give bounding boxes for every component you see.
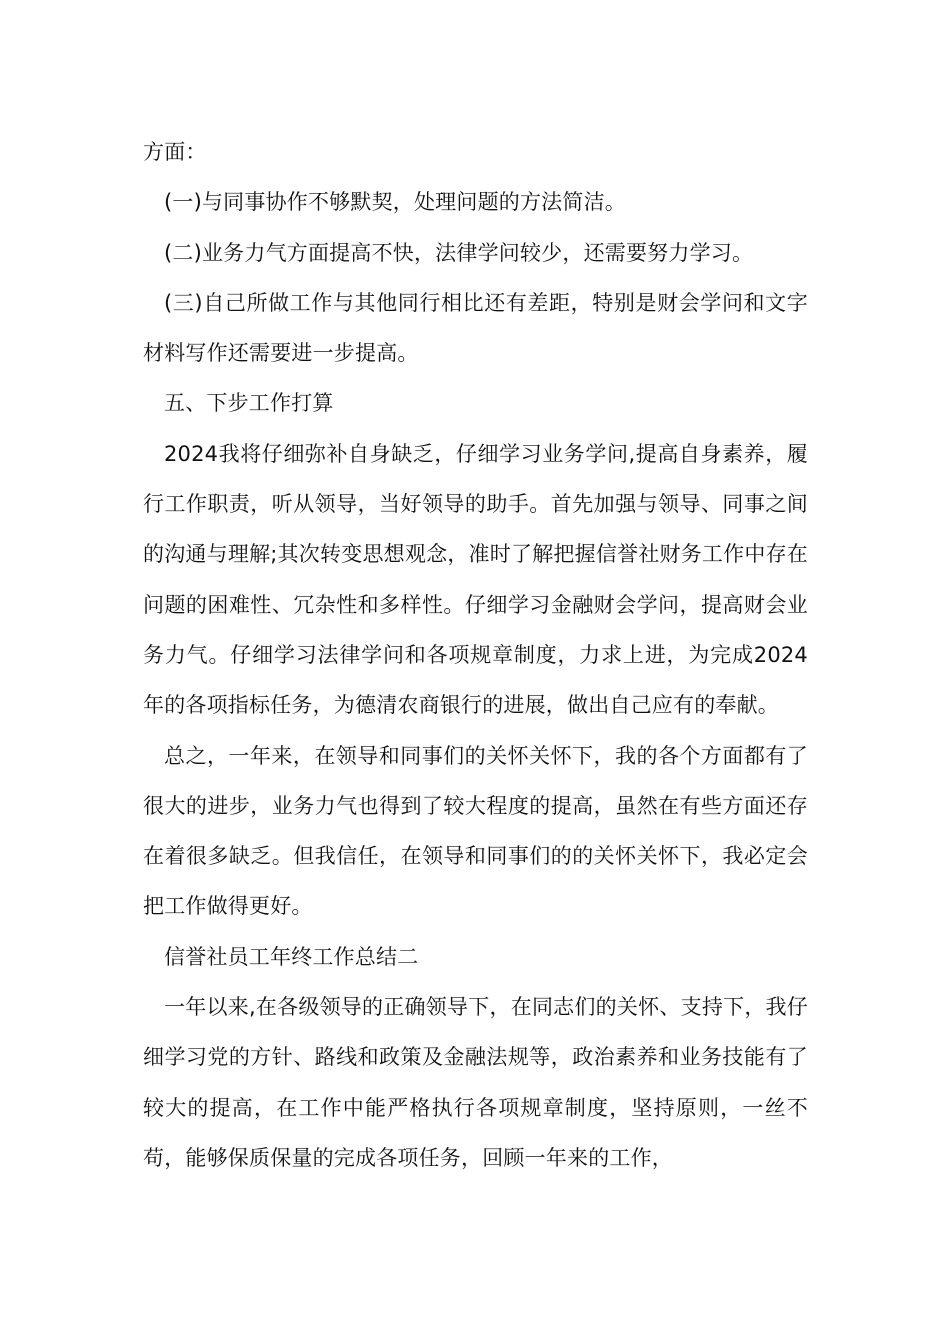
- paragraph-item-2: (二)业务力气方面提高不快，法律学问较少，还需要努力学习。: [164, 240, 754, 265]
- paragraph-summary: 总之，一年来，在领导和同事们的关怀关怀下，我的各个方面都有了很大的进步，业务力气也得到了较大程度的提高，虽然在有些方面还存在着很多缺乏。但我信任，在领导和同事们的的关怀关怀下，我必定会把工作做得更好。: [143, 743, 808, 919]
- paragraph-continuation: 方面：: [143, 140, 207, 164]
- document-body: [143, 127, 808, 1183]
- section-heading-summary-two: 信誉社员工年终工作总结二: [164, 944, 419, 969]
- paragraph-year-review: 一年以来,在各级领导的正确领导下，在同志们的关怀、支持下，我仔细学习党的方针、路线和政策及金融法规等，政治素养和业务技能有了较大的提高，在工作中能严格执行各项规章制度，坚持原则，一丝不苟，能够保质保量的完成各项任务，回顾一年来的工作，: [143, 995, 808, 1170]
- section-heading-plan: 五、下步工作打算: [164, 391, 334, 416]
- paragraph-item-3: (三)自己所做工作与其他同行相比还有差距，特别是财会学问和文字材料写作还需要进一步提高。: [143, 290, 808, 366]
- paragraph-plan: 2024我将仔细弥补自身缺乏，仔细学习业务学问,提高自身素养，履行工作职责，听从领导，当好领导的助手。首先加强与领导、同事之间的沟通与理解;其次转变思想观念，准时了解把握信誉社财务工作中存在问题的困难性、冗杂性和多样性。仔细学习金融财会学问，提高财会业务力气。仔细学习法律学问和各项规章制度，力求上进，为完成2024年的各项指标任务，为德清农商银行的进展，做出自己应有的奉献。: [143, 441, 808, 718]
- paragraph-item-1: (一)与同事协作不够默契，处理问题的方法简洁。: [164, 190, 626, 215]
